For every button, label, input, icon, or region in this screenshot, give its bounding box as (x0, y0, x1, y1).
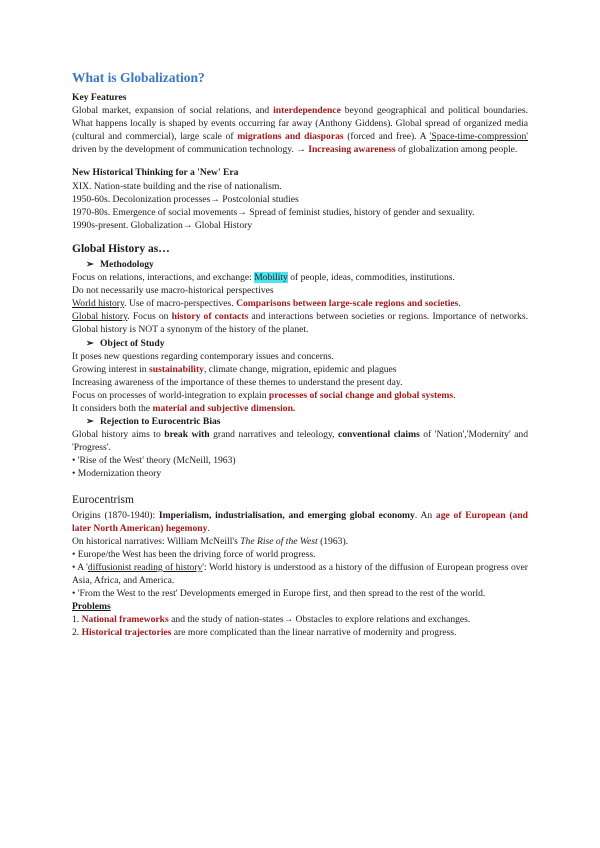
object-line-2: Growing interest in sustainability, climate change, migration, epidemic and plagues (72, 363, 397, 375)
arrow-bullet-icon: ➢ (86, 337, 95, 349)
eurocentric-line-1: Global history aims to break with grand narratives and teleology, conventional claims of 'Nation','Modernity' and 'Progress'. (72, 429, 528, 454)
key-features-heading: Key Features (72, 92, 127, 103)
eurocentric-line-3: • Modernization theory (72, 468, 162, 480)
global-history-heading: Global History as… (72, 242, 170, 255)
historical-line-3: 1970-80s. Emergence of social movements→ Spread of feminist studies, history of gender and sexuality. (72, 206, 475, 218)
arrow-bullet-icon: ➢ (86, 416, 95, 428)
object-line-5: It considers both the material and subjective dimension. (72, 402, 296, 414)
historical-line-2: 1950-60s. Decolonization processes→ Postcolonial studies (72, 193, 299, 205)
eurocentrism-line-4: • A 'diffusionist reading of history': World history is understood as a history of the diffusion of European progress over Asia, Africa, and America. (72, 561, 528, 586)
problem-1: 1. National frameworks and the study of nation-states→ Obstacles to explore relations and exchanges. (72, 614, 471, 626)
problems-heading: Problems (72, 601, 111, 613)
eurocentrism-line-2: On historical narratives: William McNeill's The Rise of the West (1963). (72, 535, 349, 547)
eurocentric-bias-heading: ➢ Rejection to Eurocentric Bias (86, 416, 221, 428)
page-title: What is Globalization? (72, 70, 205, 85)
historical-line-1: XIX. Nation-state building and the rise of nationalism. (72, 180, 282, 192)
key-features-paragraph: Global market, expansion of social relations, and interdependence beyond geographical and political boundaries. What happens locally is shaped by events occurring far away (Anthony Giddens). Global spread of organized media (cultural and commercial), large scale of migrations and diasporas (forced and free). A 'Space-time-compression' driven by the development of communication technology. → Increasing awareness of globalization among people. (72, 105, 528, 156)
methodology-heading: ➢ Methodology (86, 258, 154, 270)
problem-2: 2. Historical trajectories are more complicated than the linear narrative of modernity and progress. (72, 627, 457, 639)
eurocentrism-heading: Eurocentrism (72, 493, 134, 506)
object-line-1: It poses new questions regarding contemporary issues and concerns. (72, 350, 334, 362)
historical-line-4: 1990s-present. Globalization→ Global History (72, 219, 253, 231)
methodology-line-4: Global history. Focus on history of contacts and interactions between societies or regions. Importance of networks. Global history is NOT a synonym of the history of the planet. (72, 311, 528, 336)
eurocentrism-line-3: • Europe/the West has been the driving force of world progress. (72, 548, 316, 560)
eurocentric-line-2: • 'Rise of the West' theory (McNeill, 1963) (72, 455, 236, 467)
methodology-line-2: Do not necessarily use macro-historical perspectives (72, 285, 274, 297)
eurocentrism-line-1: Origins (1870-1940): Imperialism, industrialisation, and emerging global economy. An age of European (and later North American) hegemony. (72, 509, 529, 534)
object-line-3: Increasing awareness of the importance of these themes to understand the present day. (72, 376, 403, 388)
historical-thinking-heading: New Historical Thinking for a 'New' Era (72, 167, 239, 179)
arrow-bullet-icon: ➢ (86, 258, 95, 270)
methodology-line-1: Focus on relations, interactions, and exchange: Mobility of people, ideas, commodities, institutions. (72, 272, 455, 284)
eurocentrism-line-5: • 'From the West to the rest' Developments emerged in Europe first, and then spread to the rest of the world. (72, 588, 486, 600)
object-of-study-heading: ➢ Object of Study (86, 337, 165, 349)
document-page (72, 70, 528, 639)
methodology-line-3: World history. Use of macro-perspectives. Comparisons between large-scale regions and societies. (72, 298, 461, 310)
object-line-4: Focus on processes of world-integration to explain processes of social change and global systems. (72, 389, 456, 401)
